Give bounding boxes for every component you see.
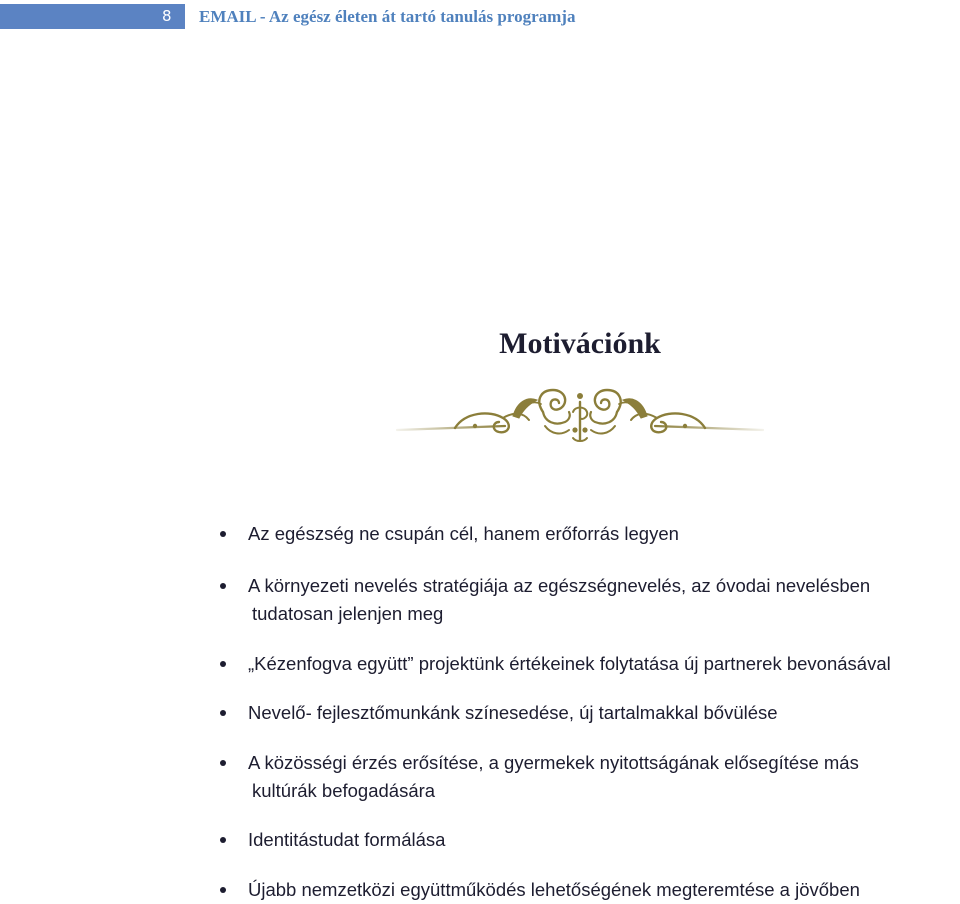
list-item [248,826,445,854]
list-item [248,572,870,628]
bullet-icon [220,837,226,843]
list-item [248,650,891,678]
bullet-icon [220,531,226,537]
bullet-icon [220,760,226,766]
bullet-icon [220,887,226,893]
bullet-icon [220,710,226,716]
running-title: EMAIL - Az egész életen át tartó tanulás programja [199,7,576,26]
list-item-text: A közösségi érzés erősítése, a gyermekek nyitottságának elősegítése más [248,752,859,773]
page-header [0,0,960,33]
list-item-text: Újabb nemzetközi együttműködés lehetőségének megteremtése a jövőben [248,879,860,900]
bullet-icon [220,661,226,667]
list-item-text: Nevelő- fejlesztőmunkánk színesedése, új tartalmakkal bővülése [248,702,778,723]
list-item-text-continued: tudatosan jelenjen meg [252,603,444,624]
list-item-text: „Kézenfogva együtt” projektünk értékeinek folytatása új partnerek bevonásával [248,653,891,674]
section-heading: Motivációnk [499,327,661,360]
bullet-icon [220,583,226,589]
page-number: 8 [162,7,172,25]
page-number-band [0,4,185,29]
scroll-flourish-divider-icon [395,382,765,452]
list-item-text-continued: kultúrák befogadására [252,780,436,801]
list-item-text: A környezeti nevelés stratégiája az egészségnevelés, az óvodai nevelésben [248,575,871,596]
list-item [248,749,859,805]
list-item [248,699,778,727]
list-item-text: Identitástudat formálása [248,829,446,850]
list-item-text: Az egészség ne csupán cél, hanem erőforrás legyen [248,523,679,544]
list-item [248,876,860,904]
list-item [248,520,679,548]
